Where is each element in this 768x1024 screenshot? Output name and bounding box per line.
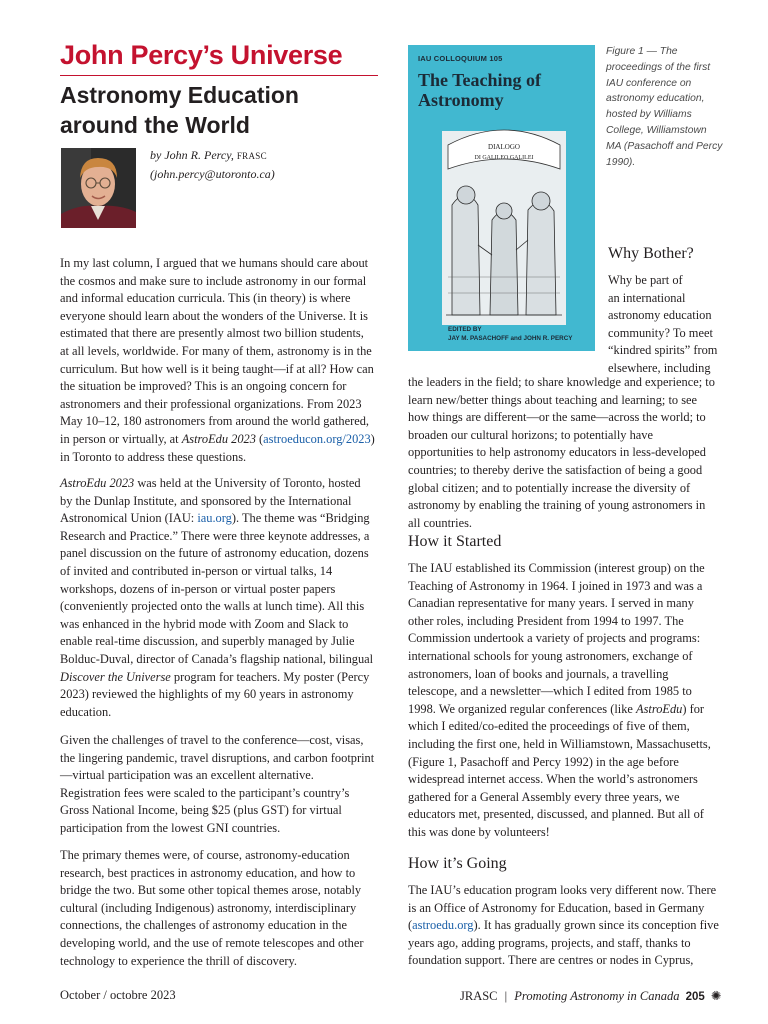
book-title-line: Astronomy <box>418 90 504 110</box>
figure-caption: Figure 1 — The proceedings of the first IAU conference on astronomy education, hosted by Williams College, Williamstown MA (Pasachoff and Percy 1990). <box>606 46 723 168</box>
text: program for teachers. My poster (Percy 2023) reviewed the highlights of my 60 years in astronomy education. <box>60 669 370 719</box>
heading-how-it-started: How it Started <box>408 533 502 550</box>
text: ) for which I edited/co-edited the proceedings of five of them, including the first one, held in Williamstown, Massachusetts, (Figure 1, Pasachoff and Percy 1992) in the age before widespread internet access. When the world’s astronomers gathered for a General Assembly every three years, we educators met, presented, discussed, and planned. But all of this was done by volunteers! <box>408 701 711 839</box>
text-line: community? To meet <box>608 325 713 340</box>
astroeducon-link[interactable]: astroeducon.org/2023 <box>263 431 371 446</box>
figure-book-cover <box>408 45 595 351</box>
paragraph-intro <box>60 255 375 466</box>
text: ). The theme was “Bridging Research and Practice.” There were three keynote addresses, a panel discussion on the future of astronomy education, dozens of invited and contributed in-person or virtual talks, 14 workshops, dozens of in-person or virtual poster papers (conveniently projected onto the walls at lunch time). All this was enhanced in the hybrid mode with Zoom and Slack to enable real-time discussion, and superbly managed by Julie Bolduc-Duval, director of Canada’s flagship national, bilingual <box>60 511 374 666</box>
paragraph-why-rest: the leaders in the field; to share knowledge and experience; to learn new/better things about teaching and learning; to see how things are different—or the same—across the world; to broaden our cultural horizons; to potentially have opportunities to help astronomy educators in less-developed countries; to thereby derive the satisfaction of being a good global citizen; and to potentially increase the diversity of astronomy by enabling the training of young astronomers in all countries. <box>408 375 715 530</box>
author-portrait <box>61 148 136 228</box>
book-editors-line: EDITED BY <box>448 326 482 333</box>
footer-separator: | <box>504 989 508 1003</box>
footer-date: October / octobre 2023 <box>60 988 176 1002</box>
title-rule <box>60 75 378 76</box>
paragraph-how-it-started <box>408 560 720 842</box>
author-byline <box>150 148 267 163</box>
text: ) in Toronto to address these questions. <box>60 431 375 464</box>
paragraph-virtual: Given the challenges of travel to the conference—cost, visas, the lingering pandemic, travel disruptions, and carbon footprint—virtual participation was an excellent alternative. Registration fees were scaled to the participant’s country’s Gross National Income, being $25 (plus GST) for virtual participation from the lowest GNI countries. <box>60 733 375 835</box>
column-title: John Percy’s Universe <box>60 40 343 70</box>
book-series: IAU COLLOQUIUM 105 <box>418 54 503 63</box>
program-name: Discover the Universe <box>60 669 171 684</box>
book-title <box>418 70 541 110</box>
event-name: AstroEdu 2023 <box>60 476 135 490</box>
paragraph-themes: The primary themes were, of course, astronomy-education research, best practices in astronomy education, and how to bridge the two. But some other topical themes arose, notably cultural (including Indigenous) astronomy, interdisciplinary connections, the challenges of astronomy education in the developing world, and the use of remote telescopes and other technology to experience the thrill of discovery. <box>60 848 364 968</box>
text-line: an international <box>608 290 686 305</box>
event-name: AstroEdu 2023 <box>181 431 256 446</box>
text-line: elsewhere, including <box>608 360 711 375</box>
text: ). It has gradually grown since its conception five years ago, adding programs, projects, and staff, thanks to foundation support. There are centres or nodes in Cyprus, <box>408 918 719 968</box>
journal-name: JRASC <box>460 989 498 1003</box>
article-title: Astronomy Education around the World <box>60 82 299 138</box>
text-line: Why be part of <box>608 273 683 287</box>
journal-tagline: Promoting Astronomy in Canada <box>514 989 680 1003</box>
author-postnominal: FRASC <box>236 151 267 161</box>
iau-link[interactable]: iau.org <box>197 511 232 526</box>
text: was held at the University of Toronto, hosted by the Dunlap Institute, and sponsored by the International Astronomical Union (IAU: <box>60 476 361 526</box>
heading-why-bother: Why Bother? <box>608 245 694 262</box>
text: The IAU established its Commission (interest group) on the Teaching of Astronomy in 1964. I joined in 1973 and was a Canadian representative for many years. I served in many other roles, including President from 1994 to 1997. The Commission undertook a variety of projects and programs: international schools for young astronomers, exchange of astronomers, loan of books and journals, a travelling telescope, and a newsletter—which I edited from 1985 to 1998. We organized regular conferences (like <box>408 561 705 716</box>
text-line: “kindred spirits” from <box>608 343 718 358</box>
paragraph-why-wrap <box>608 272 722 378</box>
author-email[interactable]: (john.percy@utoronto.ca) <box>150 167 275 181</box>
book-editors-line: JAY M. PASACHOFF and JOHN R. PERCY <box>448 335 573 342</box>
paragraph-how-its-going <box>408 882 720 970</box>
page-number: 205 <box>685 991 705 1003</box>
text: In my last column, I argued that we humans should care about the cosmos and make sure to include astronomy in our formal and informal education curricula. This (in theory) is where everyone should learn about the wonders of the Universe. It is estimated that there are presently almost two billion students, at all levels, worldwide. For many of them, astronomy is in the curriculum. But how well is it being taught—if at all? How can the situation be improved? This is an ongoing concern for astronomers and their professional organizations. From 2023 May 10–12, 180 astronomers from around the world gathered, in person or virtually, at <box>60 256 374 446</box>
text-line: astronomy education <box>608 308 712 323</box>
svg-text:DIALOGO: DIALOGO <box>488 143 520 151</box>
svg-text:DI GALILEO GALILEI: DI GALILEO GALILEI <box>474 155 534 161</box>
author-portrait-image <box>61 148 136 228</box>
author-name: by John R. Percy, <box>150 148 234 162</box>
text: ( <box>255 431 264 446</box>
paragraph-astroedu <box>60 475 375 721</box>
book-title-line: The Teaching of <box>418 70 542 90</box>
book-editors <box>448 325 572 343</box>
event-name: AstroEdu <box>636 701 683 716</box>
text: The IAU’s education program looks very different now. There is an Office of Astronomy for Education, based in Germany ( <box>408 883 717 933</box>
sun-icon: ✺ <box>710 989 722 1003</box>
footer-journal <box>460 988 722 1004</box>
heading-how-its-going: How it’s Going <box>408 855 507 872</box>
astroedu-link[interactable]: astroedu.org <box>412 918 474 933</box>
